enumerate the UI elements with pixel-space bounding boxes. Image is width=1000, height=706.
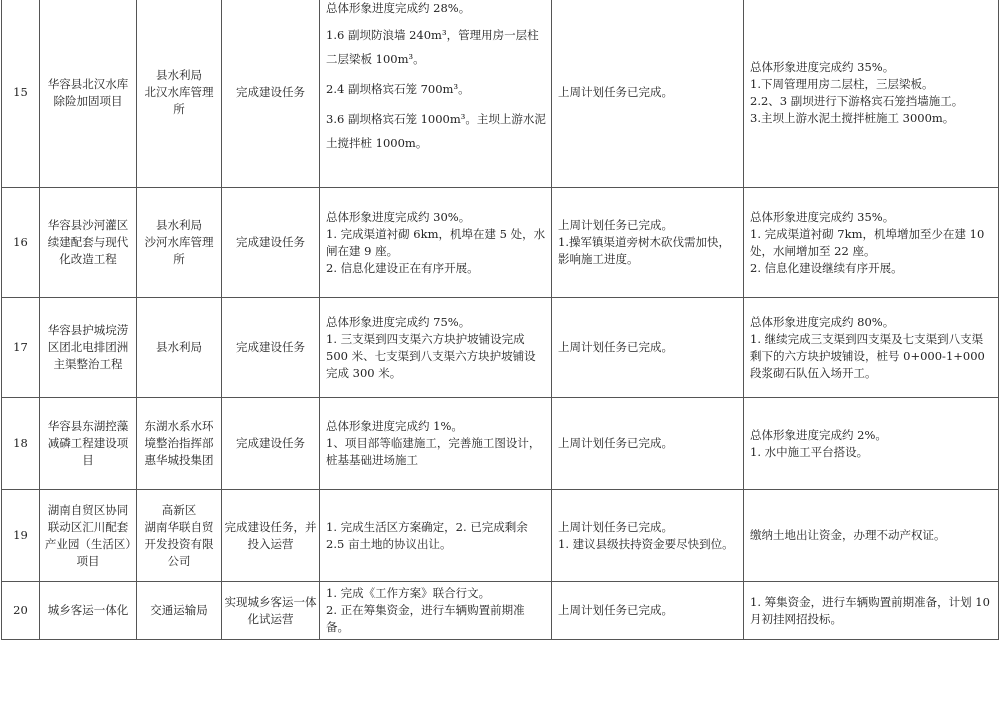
last-week-cell: 上周计划任务已完成。: [552, 398, 744, 490]
responsible-unit: 东湖水系水环境整治指挥部 惠华城投集团: [137, 398, 222, 490]
last-week-cell: 上周计划任务已完成。: [552, 582, 744, 640]
next-week-cell: 缴纳土地出让资金，办理不动产权证。: [744, 490, 999, 582]
progress-cell: 总体形象进度完成约 28%。 1.6 副坝防浪墙 240m³，管理用房一层柱二层梁板 100m³。 2.4 副坝格宾石笼 700m³。 3.6 副坝格宾石笼 1000m³。主坝上游水泥土搅拌桩 1000m。: [320, 0, 552, 188]
table-row: [2, 298, 999, 398]
table-row: [2, 582, 999, 640]
annual-task: 完成建设任务: [222, 188, 320, 298]
last-week-cell: 上周计划任务已完成。: [552, 298, 744, 398]
project-name: 华容县沙河灌区续建配套与现代化改造工程: [40, 188, 137, 298]
row-number: 18: [2, 398, 40, 490]
annual-task: 完成建设任务: [222, 398, 320, 490]
next-week-cell: 总体形象进度完成约 80%。 1. 继续完成三支渠到四支渠及七支渠到八支渠剩下的六方块护坡铺设，桩号 0+000-1+000 段浆砌石队伍入场开工。: [744, 298, 999, 398]
row-number: 17: [2, 298, 40, 398]
annual-task: 完成建设任务: [222, 0, 320, 188]
progress-cell: 总体形象进度完成约 30%。 1. 完成渠道衬砌 6km，机埠在建 5 处，水闸在建 9 座。 2. 信息化建设正在有序开展。: [320, 188, 552, 298]
project-name: 华容县东湖控藻减磷工程建设项目: [40, 398, 137, 490]
table-row: [2, 188, 999, 298]
table-row: [2, 490, 999, 582]
next-week-cell: 总体形象进度完成约 35%。 1.下周管理用房二层柱，三层梁板。 2.2、3 副坝进行下游格宾石笼挡墙施工。 3.主坝上游水泥土搅拌桩施工 3000m。: [744, 0, 999, 188]
progress-cell: 总体形象进度完成约 75%。 1. 三支渠到四支渠六方块护坡铺设完成 500 米、七支渠到八支渠六方块护坡铺设完成 300 米。: [320, 298, 552, 398]
project-name: 湖南自贸区协同联动区汇川配套产业园（生活区）项目: [40, 490, 137, 582]
project-name: 华容县北汉水库除险加固项目: [40, 0, 137, 188]
annual-task: 实现城乡客运一体化试运营: [222, 582, 320, 640]
next-week-cell: 总体形象进度完成约 35%。 1. 完成渠道衬砌 7km，机埠增加至少在建 10 处，水闸增加至 22 座。 2. 信息化建设继续有序开展。: [744, 188, 999, 298]
progress-cell: 1. 完成生活区方案确定，2. 已完成剩余 2.5 亩土地的协议出让。: [320, 490, 552, 582]
annual-task: 完成建设任务，并投入运营: [222, 490, 320, 582]
responsible-unit: 县水利局 沙河水库管理所: [137, 188, 222, 298]
last-week-cell: 上周计划任务已完成。: [552, 0, 744, 188]
responsible-unit: 县水利局 北汉水库管理所: [137, 0, 222, 188]
row-number: 15: [2, 0, 40, 188]
responsible-unit: 交通运输局: [137, 582, 222, 640]
next-week-cell: 1. 筹集资金，进行车辆购置前期准备，计划 10 月初挂网招投标。: [744, 582, 999, 640]
progress-cell: 总体形象进度完成约 1%。 1、项目部等临建施工，完善施工图设计，桩基基础进场施工: [320, 398, 552, 490]
table-row: [2, 398, 999, 490]
row-number: 16: [2, 188, 40, 298]
progress-table: [1, 0, 999, 640]
row-number: 20: [2, 582, 40, 640]
progress-cell: 1. 完成《工作方案》联合行文。 2. 正在筹集资金，进行车辆购置前期准备。: [320, 582, 552, 640]
last-week-cell: 上周计划任务已完成。 1. 建议县级扶持资金要尽快到位。: [552, 490, 744, 582]
project-name: 城乡客运一体化: [40, 582, 137, 640]
next-week-cell: 总体形象进度完成约 2%。 1. 水中施工平台搭设。: [744, 398, 999, 490]
annual-task: 完成建设任务: [222, 298, 320, 398]
table-row: [2, 0, 999, 188]
responsible-unit: 县水利局: [137, 298, 222, 398]
responsible-unit: 高新区 湖南华联自贸开发投资有限公司: [137, 490, 222, 582]
row-number: 19: [2, 490, 40, 582]
last-week-cell: 上周计划任务已完成。 1.操军镇渠道旁树木砍伐需加快，影响施工进度。: [552, 188, 744, 298]
project-name: 华容县护城垸涝区团北电排团洲主渠整治工程: [40, 298, 137, 398]
